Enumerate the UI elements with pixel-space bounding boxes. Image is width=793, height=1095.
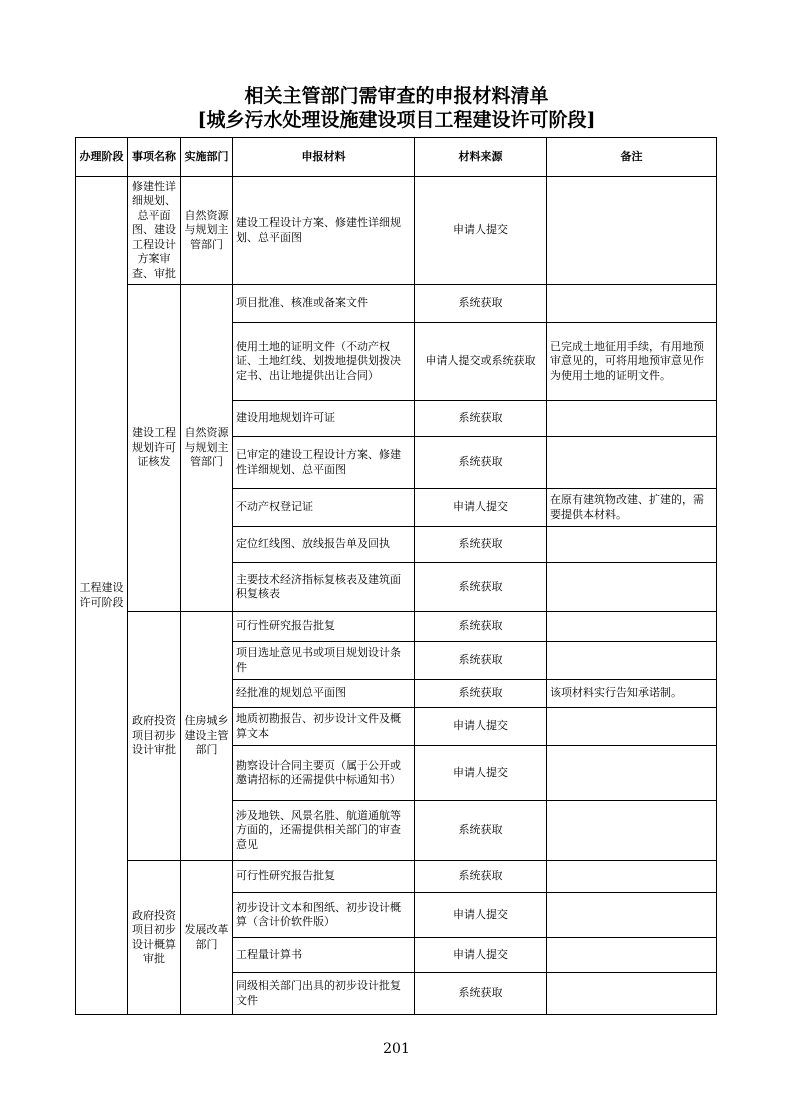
note-cell	[547, 612, 717, 642]
materials-table	[75, 137, 717, 1015]
source-cell: 系统获取	[415, 801, 547, 861]
source-cell: 系统获取	[415, 642, 547, 680]
note-cell	[547, 893, 717, 938]
note-cell	[547, 437, 717, 489]
dept-cell: 住房城乡建设主管部门	[181, 612, 233, 861]
material-cell: 已审定的建设工程设计方案、修建性详细规划、总平面图	[233, 437, 415, 489]
note-cell: 已完成土地征用手续，有用地预审意见的，可将用地预审意见作为使用土地的证明文件。	[547, 323, 717, 401]
table-header-row	[76, 138, 717, 177]
material-cell: 建设工程设计方案、修建性详细规划、总平面图	[233, 177, 415, 285]
material-cell: 涉及地铁、风景名胜、航道通航等方面的，还需提供相关部门的审查意见	[233, 801, 415, 861]
table-row	[76, 285, 717, 323]
table-row	[76, 861, 717, 893]
source-cell: 系统获取	[415, 527, 547, 563]
source-cell: 申请人提交	[415, 489, 547, 527]
note-cell	[547, 285, 717, 323]
material-cell: 建设用地规划许可证	[233, 401, 415, 437]
material-cell: 项目选址意见书或项目规划设计条件	[233, 642, 415, 680]
header-item: 事项名称	[128, 138, 181, 177]
material-cell: 经批准的规划总平面图	[233, 680, 415, 708]
note-cell: 该项材料实行告知承诺制。	[547, 680, 717, 708]
dept-cell: 自然资源与规划主管部门	[181, 285, 233, 612]
header-source: 材料来源	[415, 138, 547, 177]
item-cell: 建设工程规划许可证核发	[128, 285, 181, 612]
source-cell: 系统获取	[415, 861, 547, 893]
material-cell: 使用土地的证明文件（不动产权证、土地红线、划拨地提供划拨决定书、出让地提供出让合同）	[233, 323, 415, 401]
material-cell: 项目批准、核准或备案文件	[233, 285, 415, 323]
source-cell: 系统获取	[415, 401, 547, 437]
source-cell: 申请人提交	[415, 893, 547, 938]
header-dept: 实施部门	[181, 138, 233, 177]
page-number: 201	[383, 1041, 410, 1057]
source-cell: 系统获取	[415, 973, 547, 1015]
document-subtitle: [城乡污水处理设施建设项目工程建设许可阶段]	[197, 109, 596, 131]
source-cell: 申请人提交	[415, 938, 547, 973]
note-cell	[547, 938, 717, 973]
note-cell	[547, 177, 717, 285]
material-cell: 主要技术经济指标复核表及建筑面积复核表	[233, 563, 415, 612]
note-cell	[547, 527, 717, 563]
source-cell: 系统获取	[415, 680, 547, 708]
material-cell: 同级相关部门出具的初步设计批复文件	[233, 973, 415, 1015]
note-cell: 在原有建筑物改建、扩建的，需要提供本材料。	[547, 489, 717, 527]
material-cell: 可行性研究报告批复	[233, 612, 415, 642]
note-cell	[547, 746, 717, 801]
note-cell	[547, 708, 717, 746]
header-material: 申报材料	[233, 138, 415, 177]
document-title: 相关主管部门需审查的申报材料清单	[244, 85, 549, 107]
source-cell: 系统获取	[415, 563, 547, 612]
note-cell	[547, 861, 717, 893]
dept-cell: 发展改革部门	[181, 861, 233, 1015]
note-cell	[547, 642, 717, 680]
material-cell: 可行性研究报告批复	[233, 861, 415, 893]
item-cell: 修建性详细规划、总平面图、建设工程设计方案审查、审批	[128, 177, 181, 285]
material-cell: 工程量计算书	[233, 938, 415, 973]
item-cell: 政府投资项目初步设计审批	[128, 612, 181, 861]
table-row	[76, 612, 717, 642]
note-cell	[547, 563, 717, 612]
dept-cell: 自然资源与规划主管部门	[181, 177, 233, 285]
material-cell: 初步设计文本和图纸、初步设计概算（含计价软件版）	[233, 893, 415, 938]
table-row	[76, 177, 717, 285]
note-cell	[547, 801, 717, 861]
item-cell: 政府投资项目初步设计概算审批	[128, 861, 181, 1015]
source-cell: 系统获取	[415, 285, 547, 323]
material-cell: 勘察设计合同主要页（属于公开或邀请招标的还需提供中标通知书）	[233, 746, 415, 801]
source-cell: 申请人提交	[415, 177, 547, 285]
material-cell: 定位红线图、放线报告单及回执	[233, 527, 415, 563]
source-cell: 申请人提交或系统获取	[415, 323, 547, 401]
source-cell: 申请人提交	[415, 746, 547, 801]
source-cell: 申请人提交	[415, 708, 547, 746]
note-cell	[547, 401, 717, 437]
header-note: 备注	[547, 138, 717, 177]
material-cell: 地质初勘报告、初步设计文件及概算文本	[233, 708, 415, 746]
stage-cell: 工程建设许可阶段	[76, 177, 128, 1015]
header-stage: 办理阶段	[76, 138, 128, 177]
note-cell	[547, 973, 717, 1015]
source-cell: 系统获取	[415, 437, 547, 489]
material-cell: 不动产权登记证	[233, 489, 415, 527]
source-cell: 系统获取	[415, 612, 547, 642]
